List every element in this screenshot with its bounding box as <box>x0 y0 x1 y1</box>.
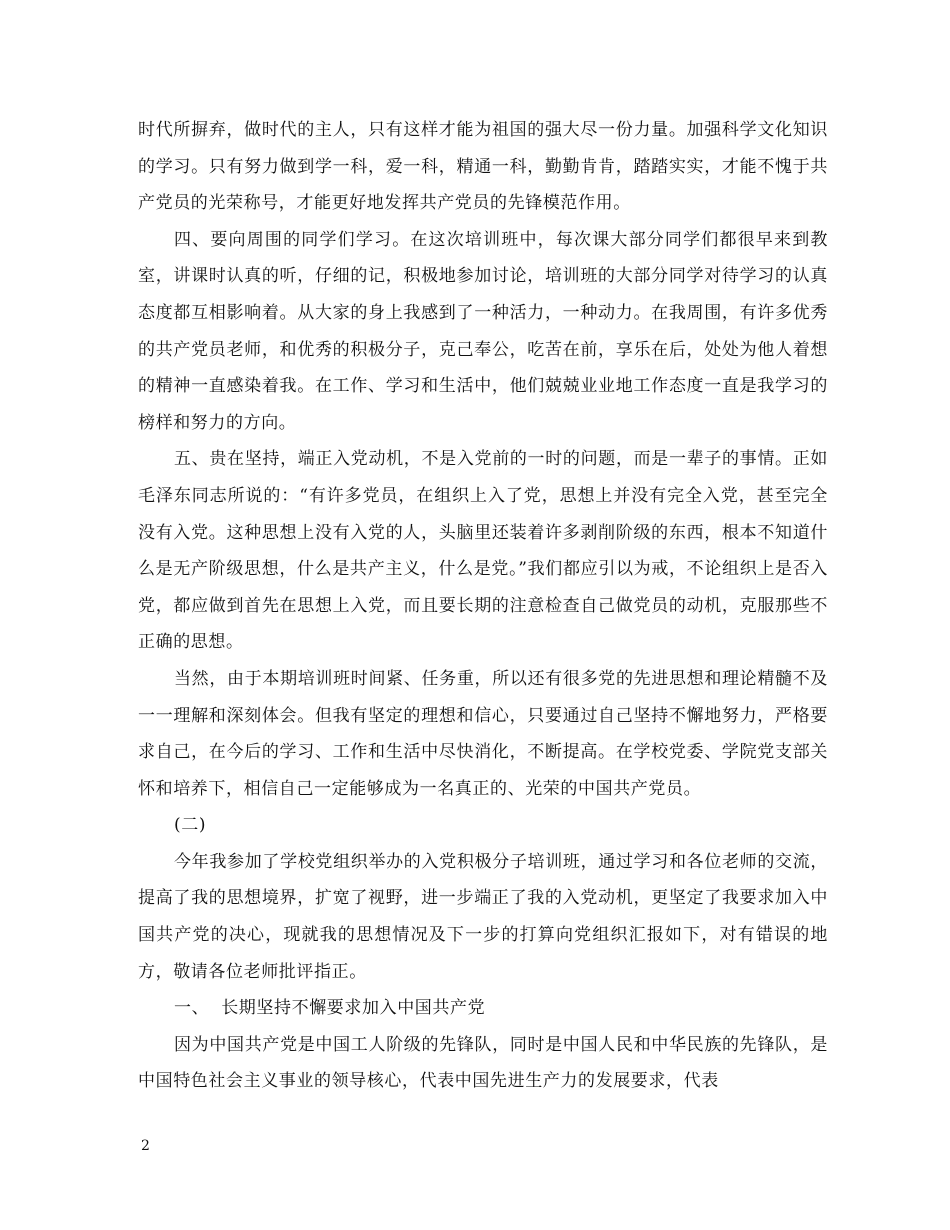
paragraph-2: 四、要向周围的同学们学习。在这次培训班中，每次课大部分同学们都很早来到教室，讲课时认真的听，仔细的记，积极地参加讨论，培训班的大部分同学对待学习的认真态度都互相影响着。从大家的身上我感到了一种活力，一种动力。在我周围，有许多优秀的共产党员老师，和优秀的积极分子，克己奉公，吃苦在前，享乐在后，处处为他人着想的精神一直感染着我。在工作、学习和生活中，他们兢兢业业地工作态度一直是我学习的榜样和努力的方向。 <box>138 229 828 433</box>
page-number: 2 <box>141 1138 150 1154</box>
paragraph-4: 当然，由于本期培训班时间紧、任务重，所以还有很多党的先进思想和理论精髓不及一一理解和深刻体会。但我有坚定的理想和信心，只要通过自己坚持不懈地努力，严格要求自己，在今后的学习、工作和生活中尽快消化，不断提高。在学校党委、学院党支部关怀和培养下，相信自己一定能够成为一名真正的、光荣的中国共产党员。 <box>138 668 828 799</box>
section-marker: (二) <box>174 815 207 836</box>
paragraph-3: 五、贵在坚持，端正入党动机，不是入党前的一时的问题，而是一辈子的事情。正如毛泽东同志所说的：“有许多党员，在组织上入了党，思想上并没有完全入党，甚至完全没有入党。这种思想上没有入党的人，头脑里还装着许多剥削阶级的东西，根本不知道什么是无产阶级思想，什么是共产主义，什么是党。”我们都应引以为戒，不论组织上是否入党，都应做到首先在思想上入党，而且要长期的注意检查自己做党员的动机，克服那些不正确的思想。 <box>138 449 828 653</box>
paragraph-5: 今年我参加了学校党组织举办的入党积极分子培训班，通过学习和各位老师的交流，提高了我的思想境界，扩宽了视野，进一步端正了我的入党动机，更坚定了我要求加入中国共产党的决心，现就我的思想情况及下一步的打算向党组织汇报如下，对有错误的地方，敬请各位老师批评指正。 <box>138 851 828 982</box>
paragraph-6: 因为中国共产党是中国工人阶级的先锋队，同时是中国人民和中华民族的先锋队，是中国特色社会主义事业的领导核心，代表中国先进生产力的发展要求，代表 <box>138 1034 828 1092</box>
paragraph-1: 时代所摒弃，做时代的主人，只有这样才能为祖国的强大尽一份力量。加强科学文化知识的学习。只有努力做到学一科，爱一科，精通一科，勤勤肯肯，踏踏实实，才能不愧于共产党员的光荣称号，才能更好地发挥共产党员的先锋模范作用。 <box>138 120 828 214</box>
body-text <box>138 112 828 1100</box>
section-heading: 一、 长期坚持不懈要求加入中国共产党 <box>174 998 486 1019</box>
